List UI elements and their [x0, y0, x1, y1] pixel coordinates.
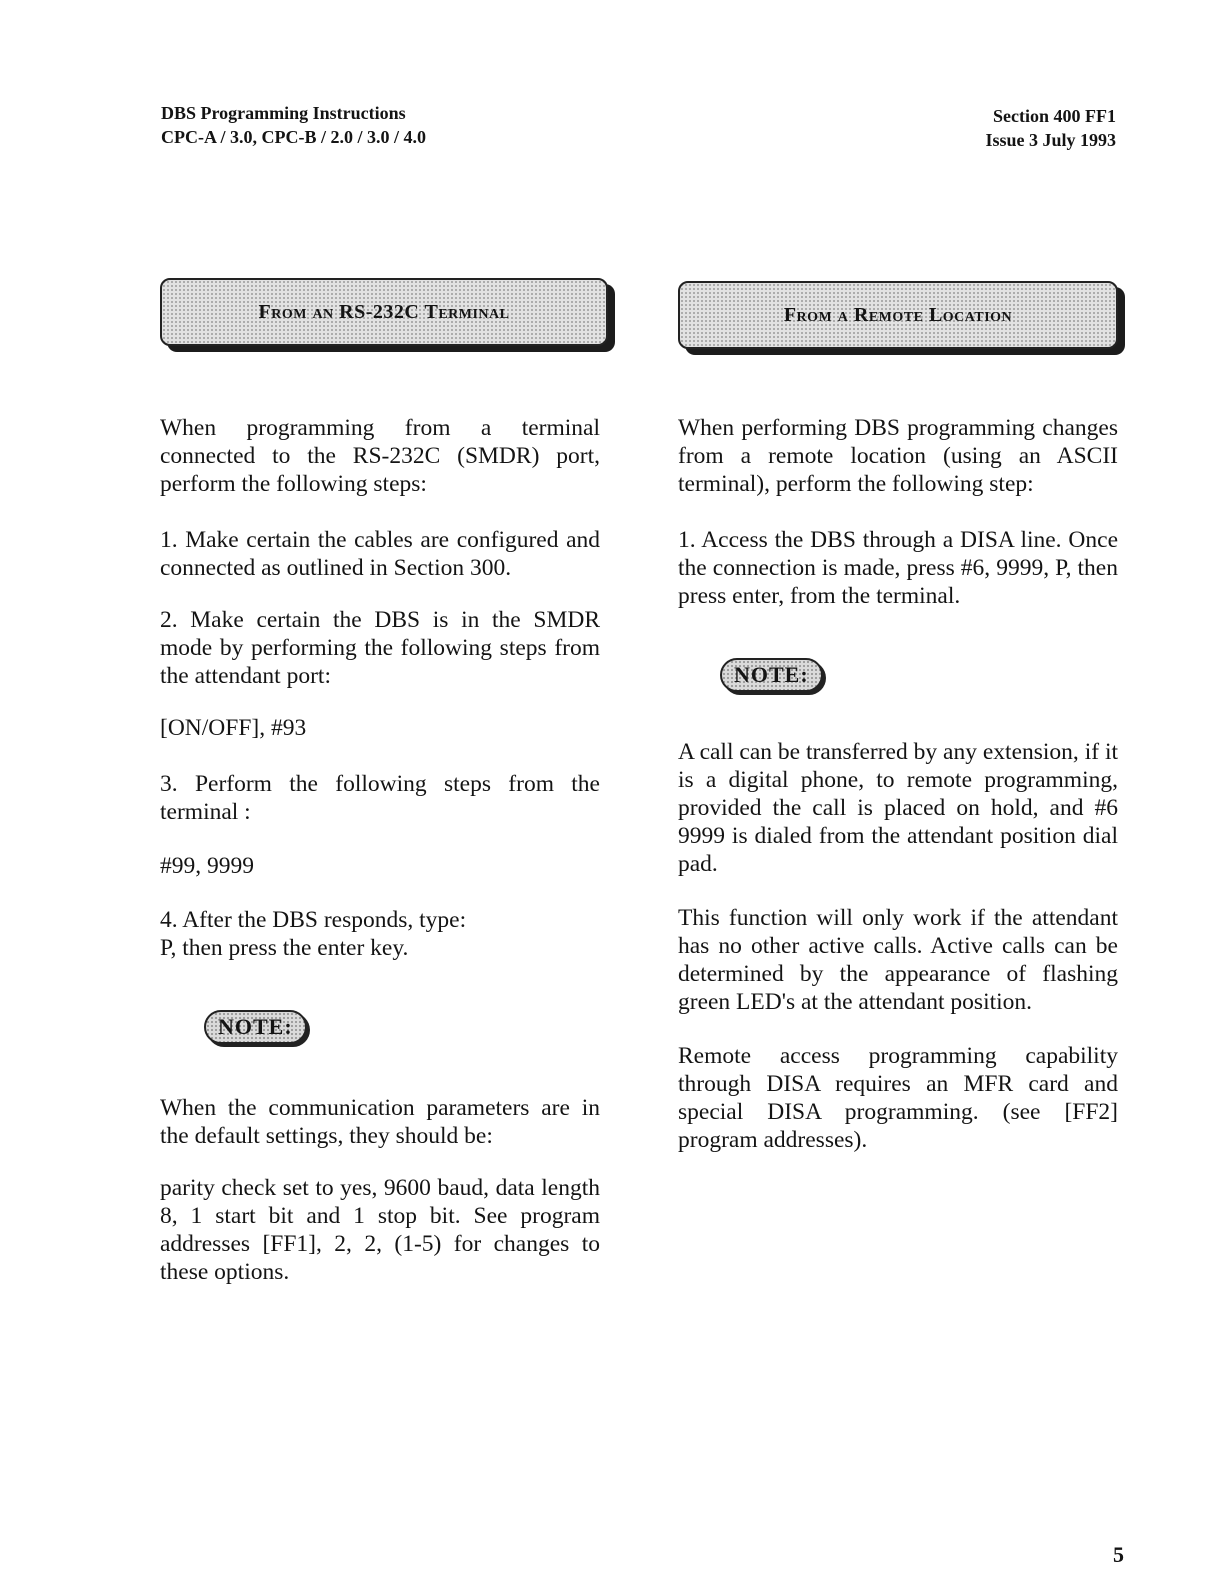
left-step-3: 3. Perform the following steps from the terminal : [160, 771, 600, 825]
left-code-onoff: [ON/OFF], #93 [160, 715, 307, 741]
left-note-text: When the communication parameters are in the default settings, they should be: [160, 1095, 600, 1149]
left-step-4-line2: P, then press the enter key. [160, 935, 409, 961]
header-right [985, 104, 1116, 152]
left-code-99: #99, 9999 [160, 853, 254, 879]
right-note-text-2: This function will only work if the attendant has no other active calls. Active calls can be determined by the appearance of flashing green LED's at the attendant position. [678, 905, 1118, 1015]
right-note-text-1: A call can be transferred by any extension, if it is a digital phone, to remote programming, provided the call is placed on hold, and #6 9999 is dialed from the attendant position dial pad. [678, 739, 1118, 877]
left-intro: When programming from a terminal connected to the RS-232C (SMDR) port, perform the following steps: [160, 415, 600, 497]
issue-date: Issue 3 July 1993 [985, 130, 1116, 150]
left-step-4-line1: 4. After the DBS responds, type: [160, 907, 467, 933]
section-id: Section 400 FF1 [993, 106, 1116, 126]
banner-remote-location [678, 281, 1118, 349]
left-note-row [160, 1010, 600, 1044]
right-column [678, 414, 1118, 1154]
right-note-text-3: Remote access programming capability through DISA requires an MFR card and special DISA programming. (see [FF2] program addresses). [678, 1043, 1118, 1153]
header-left [161, 101, 426, 149]
left-step-1: 1. Make certain the cables are configured and connected as outlined in Section 300. [160, 527, 600, 581]
note-badge: NOTE: [204, 1010, 307, 1044]
note-badge: NOTE: [720, 658, 823, 692]
right-step-1: 1. Access the DBS through a DISA line. Once the connection is made, press #6, 9999, P, then press enter, from the terminal. [678, 527, 1118, 609]
banner-left-title: From an RS-232C Terminal [258, 300, 510, 323]
right-note-row [678, 658, 1118, 692]
right-intro: When performing DBS programming changes from a remote location (using an ASCII terminal), perform the following step: [678, 415, 1118, 497]
document-title: DBS Programming Instructions [161, 103, 406, 123]
banner-rs232c-terminal [160, 278, 608, 346]
page-number: 5 [1113, 1542, 1124, 1567]
banner-right-title: From a Remote Location [783, 303, 1013, 326]
left-column [160, 414, 600, 1286]
left-params: parity check set to yes, 9600 baud, data length 8, 1 start bit and 1 stop bit. See program addresses [FF1], 2, 2, (1-5) for changes to these options. [160, 1175, 600, 1285]
document-versions: CPC-A / 3.0, CPC-B / 2.0 / 3.0 / 4.0 [161, 127, 426, 147]
left-step-2: 2. Make certain the DBS is in the SMDR mode by performing the following steps from the attendant port: [160, 607, 600, 689]
